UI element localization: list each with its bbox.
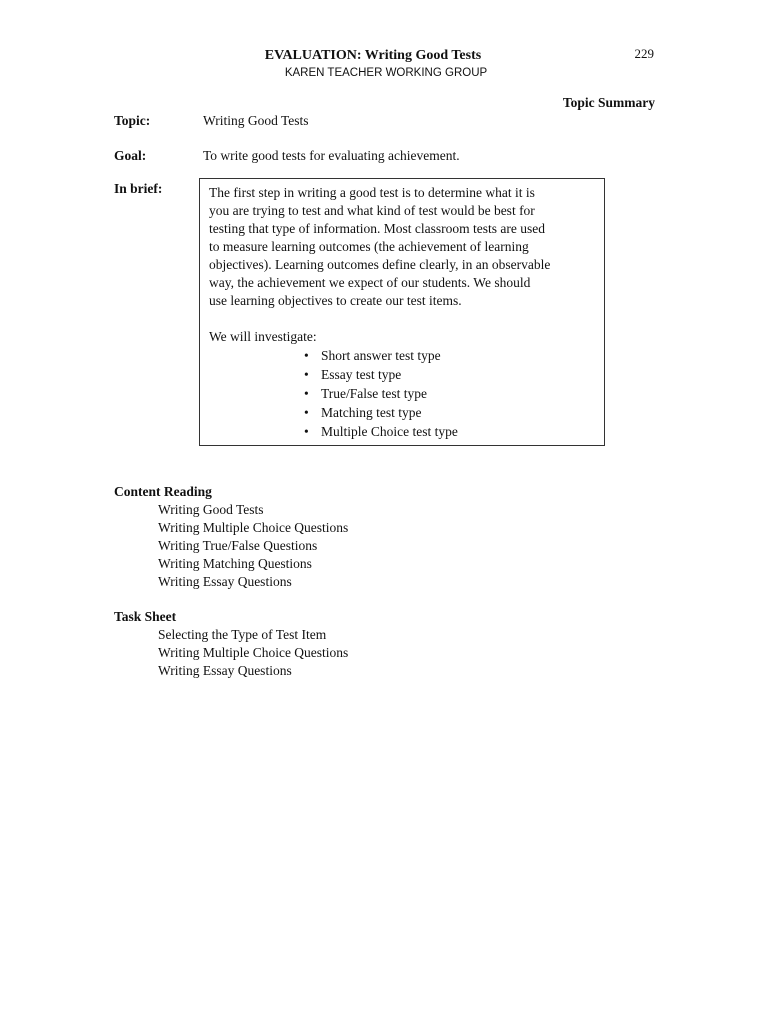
list-item: Writing Essay Questions <box>158 663 292 678</box>
brief-line: objectives). Learning outcomes define clearly, in an observable <box>209 257 551 272</box>
list-item-text: Matching test type <box>321 405 422 420</box>
list-item <box>304 384 596 403</box>
list-item <box>304 365 596 384</box>
brief-line: testing that type of information. Most classroom tests are used <box>209 221 545 236</box>
document-title: EVALUATION: Writing Good Tests <box>264 48 482 63</box>
task-sheet-list <box>114 626 348 680</box>
brief-line: you are trying to test and what kind of test would be best for <box>209 203 535 218</box>
bullet-icon: • <box>304 424 309 439</box>
bullet-icon: • <box>304 348 309 363</box>
list-item <box>304 346 596 365</box>
test-type-list <box>209 346 596 441</box>
list-item: Selecting the Type of Test Item <box>158 627 327 642</box>
brief-line: to measure learning outcomes (the achievement of learning <box>209 239 529 254</box>
task-sheet-heading: Task Sheet <box>114 609 177 624</box>
goal-value: To write good tests for evaluating achievement. <box>203 148 460 163</box>
list-item-text: Multiple Choice test type <box>321 424 458 439</box>
brief-line: use learning objectives to create our test items. <box>209 293 462 308</box>
in-brief-label: In brief: <box>114 181 163 196</box>
topic-value: Writing Good Tests <box>203 113 309 128</box>
document-subtitle: KAREN TEACHER WORKING GROUP <box>284 67 488 79</box>
brief-paragraph <box>209 184 596 310</box>
topic-label: Topic: <box>114 113 151 128</box>
topic-summary-heading: Topic Summary <box>562 95 655 110</box>
list-item <box>304 422 596 441</box>
list-item: Writing Good Tests <box>158 502 264 517</box>
bullet-icon: • <box>304 367 309 382</box>
list-item: Writing Multiple Choice Questions <box>158 645 349 660</box>
brief-line: way, the achievement we expect of our students. We should <box>209 275 531 290</box>
task-sheet-section <box>114 608 348 680</box>
list-item: Writing Matching Questions <box>158 556 312 571</box>
page-number: 229 <box>634 46 654 61</box>
in-brief-box <box>199 178 605 446</box>
content-reading-list <box>114 501 348 591</box>
list-item-text: True/False test type <box>321 386 427 401</box>
list-item-text: Short answer test type <box>321 348 441 363</box>
list-item: Writing True/False Questions <box>158 538 318 553</box>
list-item <box>304 403 596 422</box>
bullet-icon: • <box>304 386 309 401</box>
list-item: Writing Essay Questions <box>158 574 292 589</box>
investigate-intro: We will investigate: <box>209 329 317 344</box>
goal-label: Goal: <box>114 148 147 163</box>
brief-line: The first step in writing a good test is to determine what it is <box>209 185 535 200</box>
list-item: Writing Multiple Choice Questions <box>158 520 349 535</box>
content-reading-heading: Content Reading <box>114 484 212 499</box>
bullet-icon: • <box>304 405 309 420</box>
list-item-text: Essay test type <box>321 367 402 382</box>
content-reading-section <box>114 483 348 591</box>
